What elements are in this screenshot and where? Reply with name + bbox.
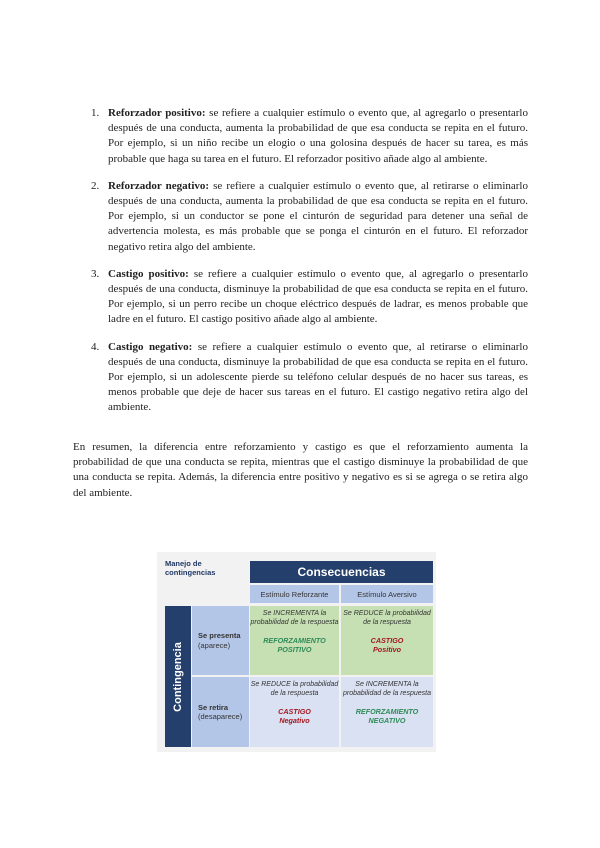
- row-label-retira: [192, 677, 249, 747]
- side-label-text: Contingencia: [172, 641, 185, 712]
- contingency-figure: [157, 552, 436, 752]
- row-label-sub: (desaparece): [198, 712, 243, 721]
- cell-text: Se INCREMENTA la probabilidad de la respuesta: [343, 681, 431, 697]
- item-number: 1.: [91, 107, 100, 119]
- cell-tag-line: Positivo: [373, 644, 401, 654]
- item-term: Castigo positivo:: [108, 267, 189, 280]
- list-item: [91, 267, 528, 328]
- figure-corner-label: Manejo de contingencias: [165, 559, 216, 577]
- row-label-strong: Se retira: [198, 702, 229, 712]
- cell-tag: [341, 637, 433, 654]
- cell-tag-line: REFORZAMIENTO: [263, 636, 326, 646]
- row-label-strong: Se presenta: [198, 631, 241, 640]
- side-label: [165, 606, 191, 747]
- list-item: [91, 340, 528, 416]
- item-text: se refiere a cualquier estímulo o evento que, al agregarlo o presentarlo después de una conducta, aumenta la probabilidad de que esa conducta se repita en el futuro. Por ejemplo, si un niño recibe un elogio o una golosina después de hacer su tarea, es más probable que haga su tarea en el futuro. El reforzador positivo añade algo al ambiente.: [108, 107, 528, 165]
- column-header-reforzante: Estímulo Reforzante: [250, 585, 339, 603]
- cell-castigo-positivo: [341, 606, 433, 675]
- column-header-aversivo: Estímulo Aversivo: [341, 585, 433, 603]
- cell-tag-line: NEGATIVO: [368, 715, 406, 725]
- cell-tag-line: REFORZAMIENTO: [355, 707, 419, 717]
- figure-header: Consecuencias: [250, 561, 433, 583]
- item-number: 4.: [91, 340, 100, 353]
- cell-text: Se REDUCE la probabilidad de la respuesta: [250, 681, 339, 697]
- cell-tag-line: CASTIGO: [370, 636, 404, 646]
- list-item: [91, 106, 528, 167]
- cell-tag-line: POSITIVO: [277, 644, 312, 654]
- item-number: 3.: [91, 267, 100, 280]
- item-term: Castigo negativo:: [108, 340, 193, 353]
- cell-reforzamiento-negativo: [341, 677, 433, 747]
- cell-text: Se REDUCE la probabilidad de la respuesta: [343, 610, 431, 626]
- cell-reforzamiento-positivo: [250, 606, 339, 675]
- item-text: se refiere a cualquier estímulo o evento que, al retirarse o eliminarlo después de una conducta, aumenta la probabilidad de que esa conducta se repita en el futuro. Por ejemplo, si un conductor se pone el cinturón de seguridad para detener una señal de advertencia molesta, es más probable que se ponga el cinturón en el futuro. El reforzador negativo retira algo del ambiente.: [108, 179, 528, 253]
- cell-tag: [341, 708, 433, 725]
- item-text: se refiere a cualquier estímulo o evento que, al retirarse o eliminarlo después de una conducta, disminuye la probabilidad de que esa conducta se repita en el futuro. Por ejemplo, si un adolescente pierde su teléfono celular después de no hacer sus tareas, es menos probable que deje de hacer sus tareas en el futuro. El castigo negativo retira algo del ambiente.: [108, 340, 528, 414]
- definitions-list: [91, 106, 528, 428]
- item-term: Reforzador positivo:: [108, 107, 206, 119]
- cell-tag-line: Negativo: [279, 715, 310, 725]
- row-label-sub: (aparece): [198, 640, 231, 650]
- list-item: [91, 179, 528, 255]
- cell-tag: [250, 637, 339, 654]
- cell-castigo-negativo: [250, 677, 339, 747]
- cell-tag-line: CASTIGO: [278, 707, 311, 717]
- row-label-presenta: [192, 606, 249, 675]
- item-number: 2.: [91, 179, 100, 192]
- summary-paragraph: En resumen, la diferencia entre reforzamiento y castigo es que el reforzamiento aumenta la probabilidad de que una conducta se repita, mientras que el castigo disminuye la probabilidad de que una conducta se repita. Además, la diferencia entre positivo y negativo es si se agrega o se retira algo del ambiente.: [73, 441, 528, 499]
- item-term: Reforzador negativo:: [108, 179, 210, 192]
- cell-text: Se INCREMENTA la probabilidad de la respuesta: [250, 610, 339, 626]
- cell-tag: [250, 708, 339, 725]
- item-text: se refiere a cualquier estímulo o evento que, al agregarlo o presentarlo después de una conducta, disminuye la probabilidad de que esa conducta se repita en el futuro. Por ejemplo, si un perro recibe un choque eléctrico después de ladrar, es menos probable que ladre en el futuro. El castigo positivo añade algo al ambiente.: [108, 267, 528, 326]
